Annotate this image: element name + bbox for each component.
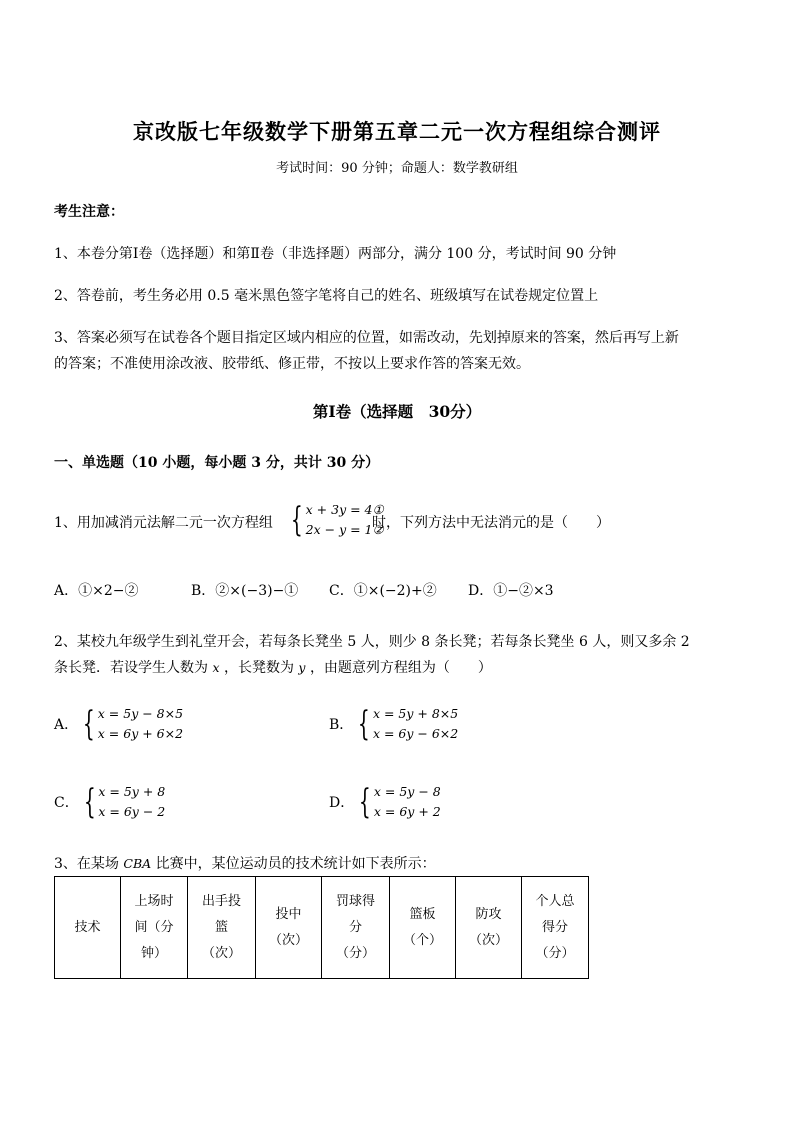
q1-option-c: C．①×(−2)+②: [329, 583, 437, 599]
q3-cba: CBA: [123, 856, 152, 871]
header-line: 分: [348, 919, 362, 935]
section-title: 第Ⅰ卷（选择题 30分）: [312, 402, 482, 421]
header-line: 罚球得: [335, 893, 375, 909]
q1-suffix: 时，下列方法中无法消元的是（ ）: [372, 515, 610, 531]
part-heading: 一、单选题（10 小题，每小题 3 分，共计 30 分）: [54, 455, 380, 471]
header-line: 个人总: [535, 893, 575, 909]
q2-option-d: [329, 782, 441, 822]
table-header-row: [55, 877, 589, 979]
q2-option-a: [54, 704, 183, 744]
q2-text-c: ，由题意列方程组为（ ）: [309, 660, 492, 676]
q1-equation-system: [286, 500, 384, 540]
th-total-points: [522, 877, 589, 979]
header-line: 出手投: [201, 893, 241, 909]
header-line: 得分: [541, 919, 568, 935]
brace-icon: {: [358, 704, 371, 744]
q2-option-b-eq2: x = 6y − 6×2: [372, 726, 459, 741]
q2-option-b-eq1: x = 5y + 8×5: [372, 706, 459, 721]
notice-item-1: 1、本卷分第Ⅰ卷（选择题）和第Ⅱ卷（非选择题）两部分，满分 100 分，考试时间 90 分钟: [54, 246, 617, 262]
header-line: （个）: [402, 932, 442, 948]
header-line: 上场时: [134, 893, 174, 909]
q2-text-a: 条长凳．若设学生人数为: [54, 660, 208, 676]
brace-icon: {: [83, 782, 96, 822]
q3-intro: [54, 853, 436, 873]
notice-item-3-line-2: 的答案；不准使用涂改液、胶带纸、修正带，不按以上要求作答的答案无效。: [54, 356, 530, 372]
q3-prefix: 3、在某场: [54, 856, 119, 872]
q1-option-a: A．①×2−②: [54, 583, 139, 599]
q2-option-d-eq1: x = 5y − 8: [373, 784, 441, 799]
header-line: 篮板: [409, 906, 436, 922]
q2-text-b: ，长凳数为: [223, 660, 294, 676]
header-line: 技术: [74, 919, 101, 935]
header-line: （次）: [468, 932, 508, 948]
header-line: （分）: [335, 945, 375, 961]
header-line: 投中: [275, 906, 302, 922]
q2-option-a-label: A．: [54, 717, 79, 733]
th-defense-offense: [456, 877, 522, 979]
q2-option-b: [329, 704, 458, 744]
q1-eq2: 2x − y = 1②: [305, 522, 384, 537]
notice-item-2: 2、答卷前，考生务必用 0.5 毫米黑色签字笔将自己的姓名、班级填写在试卷规定位置上: [54, 288, 599, 304]
q2-option-b-label: B．: [329, 717, 354, 733]
q1-eq1: x + 3y = 4①: [305, 502, 384, 517]
exam-info: 考试时间：90 分钟；命题人：数学教研组: [276, 161, 518, 176]
th-free-throw-points: [322, 877, 390, 979]
q2-line-2: [54, 657, 492, 677]
q2-option-c-eq1: x = 5y + 8: [98, 784, 166, 799]
q2-var-x: x: [212, 660, 220, 675]
header-line: 钟）: [140, 945, 167, 961]
header-line: （次）: [268, 932, 308, 948]
header-line: 间（分: [134, 919, 174, 935]
page-title: 京改版七年级数学下册第五章二元一次方程组综合测评: [133, 119, 661, 144]
q2-option-c: [54, 782, 165, 822]
header-line: （分）: [535, 945, 575, 961]
notice-heading: 考生注意：: [54, 204, 124, 220]
q1-prefix: 1、用加减消元法解二元一次方程组: [54, 515, 273, 531]
th-playing-time: [121, 877, 188, 979]
brace-icon: {: [290, 500, 303, 540]
th-technique: [55, 877, 121, 979]
q2-option-c-label: C．: [54, 795, 79, 811]
q2-option-c-eq2: x = 6y − 2: [98, 804, 166, 819]
th-shots-made: [256, 877, 322, 979]
q1-option-b: B．②×(−3)−①: [191, 583, 299, 599]
header-line: （次）: [201, 945, 241, 961]
header-line: 篮: [214, 919, 228, 935]
stats-table: [54, 876, 589, 979]
header-line: 防攻: [475, 906, 502, 922]
th-shot-attempts: [188, 877, 256, 979]
q2-line-1: 2、某校九年级学生到礼堂开会，若每条长凳坐 5 人，则少 8 条长凳；若每条长凳坐 6 人，则又多余 2: [54, 634, 690, 650]
q2-option-a-eq2: x = 6y + 6×2: [97, 726, 184, 741]
q2-var-y: y: [298, 660, 306, 675]
notice-item-3-line-1: 3、答案必须写在试卷各个题目指定区域内相应的位置，如需改动，先划掉原来的答案，然后再写上新: [54, 330, 679, 346]
q3-suffix: 比赛中，某位运动员的技术统计如下表所示：: [155, 856, 436, 872]
th-rebounds: [390, 877, 456, 979]
q1-option-d: D．①−②×3: [468, 583, 554, 599]
q2-option-d-label: D．: [329, 795, 355, 811]
brace-icon: {: [82, 704, 95, 744]
brace-icon: {: [359, 782, 372, 822]
q2-option-d-eq2: x = 6y + 2: [373, 804, 441, 819]
q2-option-a-eq1: x = 5y − 8×5: [97, 706, 184, 721]
